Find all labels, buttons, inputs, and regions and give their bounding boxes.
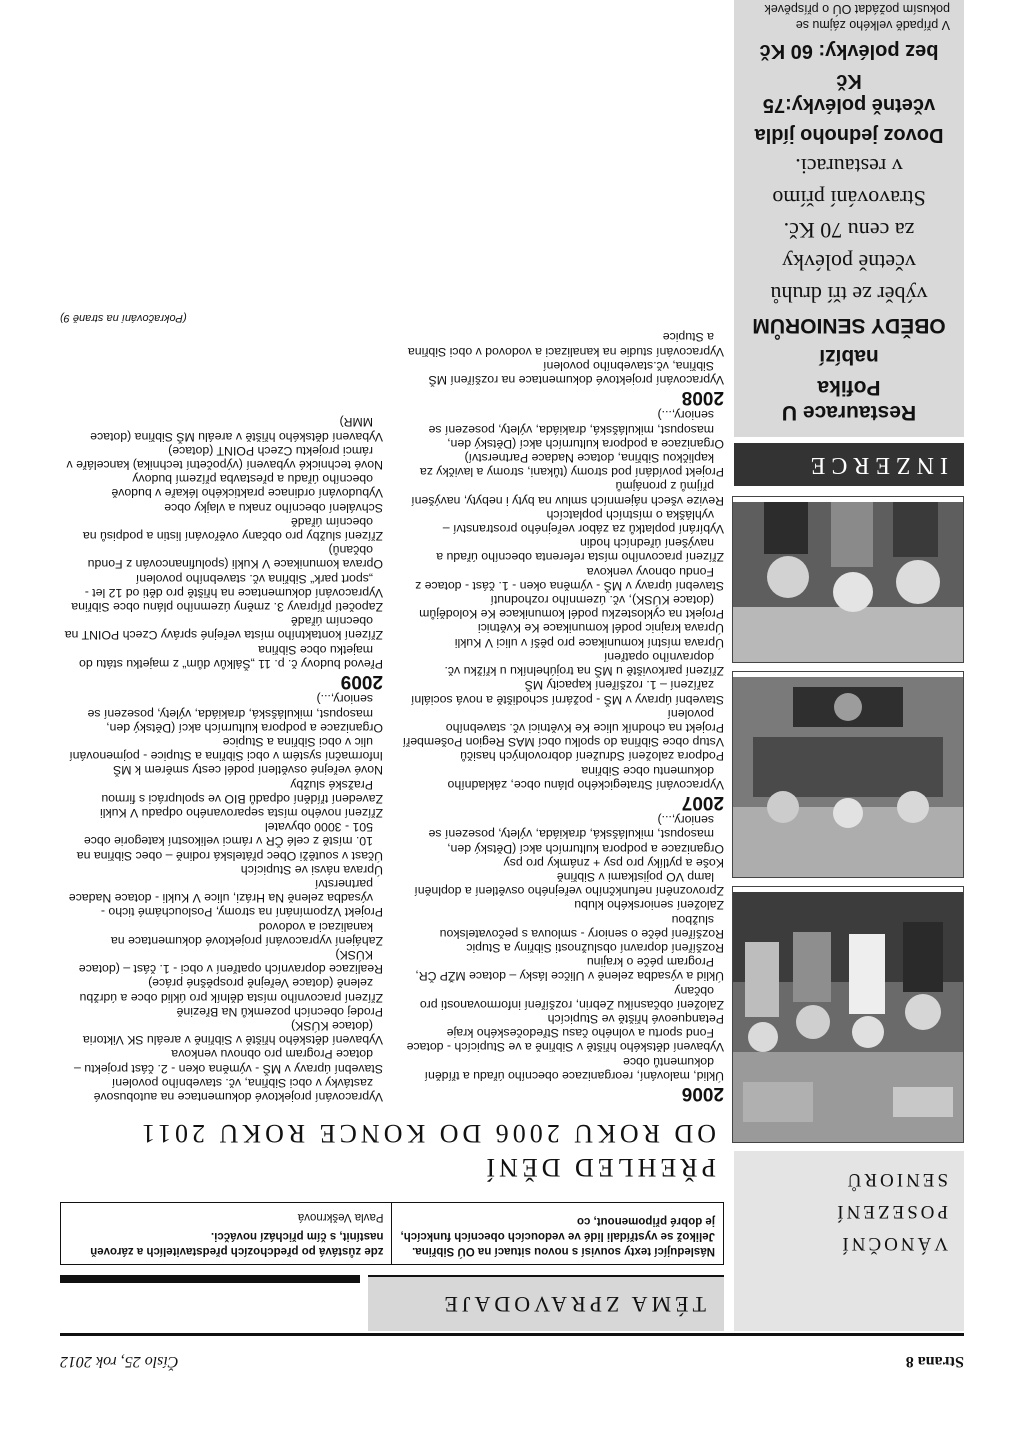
list-item: Zřízení pracovního místa dělník pro úklid obce a údržbu zeleně (dotace Veřejně prospěšné práce) xyxy=(79,976,383,1005)
ad-offer-2: včetně polévky xyxy=(782,250,916,275)
list-item: Vybavení dětského hřiště v Sibřině v areálu SK Viktoria (dotace KÚSK) xyxy=(82,1018,383,1048)
list-item: Prodej obecních pozemků Na Březině xyxy=(176,1004,383,1019)
year-heading: 2009 xyxy=(340,671,383,693)
photo-senior-club-image xyxy=(733,677,963,877)
list-item: Revize všech nájemních smluv na byty i nebyty, navýšení příjmů z pronájmů xyxy=(411,479,724,508)
page-number: Strana 8 xyxy=(905,1353,964,1370)
article-title-line-1: PŘEHLED DĚNÍ xyxy=(482,1153,716,1182)
list-item: Koše a pytlíky pro psy + známky pro psy xyxy=(503,855,724,870)
list-item: Založení seniorského klubu xyxy=(574,898,724,913)
list-item: Zavedení třídění odpadů BIO ve spolupráci s firmou Pražské služby xyxy=(101,777,383,806)
list-item: Vybavení dětského hřiště v areálu MŠ Sibřina (dotace MMR) xyxy=(90,415,383,444)
list-item: Projekt Vzpomínání na stromy, Poslouchámé ticho - výsadba zeleně Na Hrázi, ulice V Kukli - dotace Nadace partnerství xyxy=(68,876,383,920)
list-item: Stavební úpravy v MŠ - výměna oken - 2. část projektu – dotace Program pro obnovu venkova xyxy=(74,1047,383,1076)
list-item: Projekt na cyklostezku podél komunikace Ke Kolodějům (dotace KÚSK), vč. územního rozhodnutí xyxy=(419,593,724,622)
list-item: Úprava krajnic podél komunikace Ke Květnici xyxy=(477,621,724,636)
list-item: Zřízení parkoviště u MŠ na trojúhelníku u křížku vč. dopravního opatření xyxy=(444,649,724,679)
list-item: Projekt povídání pod stromy (tůkani, stromy a lavičky za kapličkou Sibřina, dotace Nadace Partnerství) xyxy=(419,451,724,480)
ad-offer-1: výběr ze tří druhů xyxy=(770,282,928,307)
ad-price-1: Dovoz jednoho jídla xyxy=(754,124,944,146)
sidebar-title-line-2: POSEZENÍ xyxy=(834,1201,948,1222)
list-item: Nové veřejné osvětlení podél cesty směrem k MŠ xyxy=(113,763,383,778)
continued-note: (Pokračování na straně 9) xyxy=(60,312,187,325)
sidebar-title xyxy=(734,1151,964,1331)
list-item: Oprava komunikace V Kukli (spolufinancován z Fondu občanů) xyxy=(87,543,383,572)
list-item: Úklid a výsadba zeleně v Uličce lásky – dotace MŽP ČR, Program péče o krajinu xyxy=(415,955,724,984)
ad-note: V případě velkého zájmu se pokusím požádat OÚ o příspěvek xyxy=(764,2,950,32)
list-item: Zahájení vypracování projektové dokumentace na kanalizaci a vodovod xyxy=(110,919,383,948)
restaurant-advertisement xyxy=(734,0,964,437)
list-item: Organizace a podpora kulturních akcí (Dětský den, masopust, mikulášská, drakiáda, výlety, posezení se seniory,...) xyxy=(428,408,724,451)
year-heading: 2006 xyxy=(681,1083,724,1104)
ad-offer-4: Stravování přímo xyxy=(772,186,926,211)
ad-head-1: Restaurace U Pofika xyxy=(781,376,917,424)
advertising-label: INZERCE xyxy=(734,443,964,486)
year-heading: 2008 xyxy=(681,387,724,409)
photo-senior-club xyxy=(732,671,964,878)
list-item: Převod budovy č. p. 11 „Šálkův dům“ z majetku státu do majetku obce Sibřina xyxy=(79,642,383,671)
list-item: Zřízení kontaktního místa veřejné správy Czech POINT na obecním úřadě xyxy=(64,614,383,643)
list-item: Vybudování ordinace praktického lékaře v budově obecního úřadu a přestavba přízemí budovy xyxy=(111,472,383,501)
page-header xyxy=(60,1344,964,1374)
list-item: Projekt na chodník ulice Ke Květnici vč. stavebního povolení xyxy=(445,706,724,735)
ad-offer-3: za cenu 70 Kč. xyxy=(783,218,915,243)
article-column-right xyxy=(60,330,383,1104)
sidebar xyxy=(734,0,964,1331)
list-item: Vypracování dokumentace na hřiště pro děti od 12 let - „sport park“ Sibřina vč. stavebního povolení xyxy=(84,571,383,600)
intro-box xyxy=(60,1202,724,1265)
list-item: Úprava místní komunikace pro pěší v ulici V Kukli xyxy=(454,635,724,650)
list-item: Vypracování projektové dokumentace na autobusové zastávky v obci Sibřina, vč. stavebního povolení xyxy=(93,1075,383,1104)
ad-price-2: včetně polévky:75 Kč xyxy=(762,70,936,116)
list-item: Schválení obecního znaku a vlajky obce xyxy=(164,500,383,515)
list-item: Zřízení nového místa separovaného odpadu V Kukli xyxy=(99,805,383,820)
header-rule xyxy=(60,1333,964,1336)
sidebar-title-line-3: SENIORŮ xyxy=(844,1169,948,1190)
year-heading: 2007 xyxy=(681,791,724,813)
list-item: Úklid, malování, reorganizace obecního úřadu a třídění dokumentů obce xyxy=(424,1054,724,1083)
list-item: Účast v soutěži Obec přátelská rodině – obec Sibřina na 10. místě z celé ČR v rámci velikostní kategorie obce 501 - 3000 obyvatel xyxy=(76,820,383,863)
topic-bar-rule xyxy=(60,1275,360,1331)
topic-label: TÉMA ZPRAVODAJE xyxy=(368,1275,724,1331)
photo-celebration-image xyxy=(733,502,963,662)
sidebar-title-line-1: VÁNOČNÍ xyxy=(839,1233,948,1254)
article-columns xyxy=(60,330,724,1104)
list-item: Rozšíření dopravní obslužnosti Sibřiny a Stupic xyxy=(466,940,724,955)
intro-left: Následující texty souvisí s novou situací na OÚ Sibřina. Jelikož se vystřídali lidé ve vedoucích obecních funkcích, je dobré připomenout, co xyxy=(400,1215,715,1257)
list-item: Podpora založení Sdružení dobrovolných hasičů xyxy=(460,749,724,764)
list-item: Rozšíření péče o seniory - smlouva s pečovatelskou službou xyxy=(439,912,724,941)
list-item: Vypracování projektové dokumentace na rozšíření MŠ Sibřina, vč.stavebního povolení xyxy=(428,358,724,388)
list-item: Stavební úpravy v MŠ - výměna oken - 1. část - dotace z Fondu obnovy venkova xyxy=(415,564,724,593)
list-item: Úprava návsi ve Stupicích xyxy=(240,862,383,877)
list-item: Stavební úpravy v MŠ - požární schodiště a nová sociální zařízení – 1. rozšíření kapacity MŠ xyxy=(410,678,724,707)
list-item: Organizace a podpora kulturních akcí (Dětský den, masopust, mikulášská, drakiáda, výlety, posezení se seniory,...) xyxy=(87,692,383,735)
list-item: Započetí přípravy 3. změny územního plánu obce Sibřina xyxy=(71,600,383,615)
list-item: Vypracování Strategického plánu obce, základního dokumentu obce Sibřina xyxy=(447,763,724,792)
list-item: Organizace a podpora kulturních akcí (Dětský den, masopust, mikulášská, drakiáda, výlety, posezení se seniory,...) xyxy=(428,813,724,856)
ad-head-2: nabízí xyxy=(819,345,879,368)
topic-bar xyxy=(60,1275,724,1331)
intro-right: zde zůstává po předchozích představitelích a zároveň nastínit, s čím přichází nováčci. xyxy=(90,1230,384,1257)
list-item: Založení občasníku Zebrin, rozšíření informovanosti pro občany xyxy=(419,983,724,1012)
list-item: Vstup obce Sibřina do spolku obcí MAS Region Pošembeří xyxy=(402,735,724,750)
list-item: Zřízení služby pro občany ověřování listin a podpisů na obecním úřadě xyxy=(82,514,383,544)
article-title xyxy=(60,1116,716,1184)
list-item: Petanqueové hřiště ve Stupicích xyxy=(547,1011,724,1026)
article-title-line-2: OD ROKU 2006 DO KONCE ROKU 2011 xyxy=(137,1119,716,1148)
intro-author: Pavla Veškrnová xyxy=(297,1211,384,1223)
list-item: Zřízení pracovního místa referenta obecního úřadu a navýšení úředních hodin xyxy=(436,536,724,565)
list-item: Informační systém v obci Sibřina a Stupice - pojmenování ulic v obci Sibřina a Stupice xyxy=(69,734,383,764)
photo-seniors-party xyxy=(732,886,964,1143)
ad-price-3: bez polévky: 60 Kč xyxy=(759,40,939,62)
list-item: Vypracování studie na kanalizaci a vodovod v obci Sibřina a Stupice xyxy=(407,330,724,359)
ad-head-3: OBĚDY SENIORŮM xyxy=(752,314,946,337)
photo-seniors-party-image xyxy=(733,892,963,1142)
list-item: Vybavení dětského hřiště v Sibřině a ve Stupicích - dotace Fond sportu a volného času Středočeského kraje xyxy=(406,1026,724,1055)
intro-right-box xyxy=(61,1203,393,1264)
list-item: Realizace dopravních opatření v obci - 1. část – (dotace KÚSK) xyxy=(78,947,383,977)
photo-celebration xyxy=(732,496,964,663)
list-item: Zprovoznění nefunkčního veřejného osvětlení a doplnění lamp VO pojistkami v Sibřině xyxy=(414,869,724,899)
issue-number: Číslo 25, rok 2012 xyxy=(60,1353,179,1370)
article-column-left xyxy=(401,330,724,1104)
list-item: Nové technické vybavení (výpočetní technika) kanceláře v rámci projektu Czech POINT (dotace) xyxy=(66,443,383,473)
main-article xyxy=(60,312,724,1331)
ad-offer-5: v restauraci. xyxy=(795,154,903,179)
list-item: Vybírání poplatků za zábor veřejného prostranství – vyhláška o místních poplatcích xyxy=(442,507,724,537)
